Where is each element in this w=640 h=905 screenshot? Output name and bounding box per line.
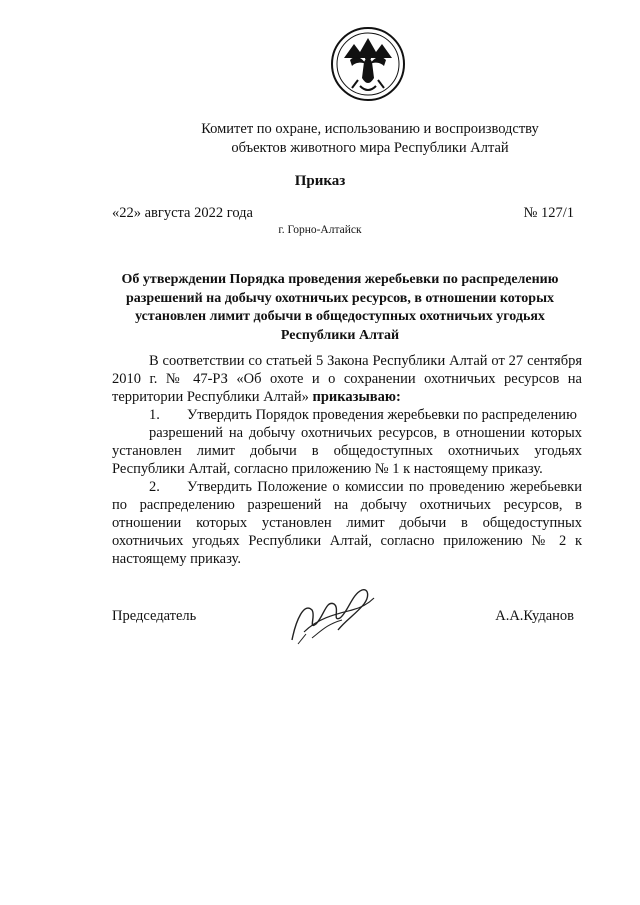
title-line-4: Республики Алтай	[280, 327, 400, 343]
signer-role: Председатель	[112, 608, 197, 624]
document-body	[112, 352, 582, 568]
document-type: Приказ	[294, 173, 346, 189]
committee-line-2: объектов животного мира Республики Алтай	[231, 140, 509, 156]
document-date: «22» августа 2022 года	[112, 205, 253, 221]
title-line-2: разрешений на добычу охотничьих ресурсов, в отношении которых	[126, 290, 554, 306]
signature-icon	[282, 580, 382, 650]
item-2-text: Утвердить Положение о комиссии по проведению жеребьевки по распределению разрешений на добычу охотничьих ресурсов, в отношении которых установлен лимит добычи в общедоступных охотничьих угодьях Республики Алтай, согласно приложению № 2 к настоящему приказу.	[112, 479, 582, 567]
item-1-rest: разрешений на добычу охотничьих ресурсов, в отношении которых установлен лимит добычи в общедоступных охотничьих угодьях Республики Алтай, согласно приложению № 1 к настоящему приказу.	[112, 425, 582, 477]
document-title	[100, 271, 580, 345]
intro-text: В соответствии со статьей 5 Закона Республики Алтай от 27 сентября 2010 г. № 47-РЗ «Об охоте и о сохранении охотничьих ресурсов на территории Республики Алтай»	[112, 353, 582, 405]
item-1-first-line	[112, 406, 582, 424]
title-line-3: установлен лимит добычи в общедоступных охотничьих угодьях	[135, 309, 545, 324]
title-line-1: Об утверждении Порядка проведения жеребьевки по распределению	[121, 272, 559, 287]
committee-line-1: Комитет по охране, использованию и воспроизводству	[201, 121, 539, 137]
item-1-number: 1.	[149, 407, 160, 423]
committee-name	[140, 120, 600, 158]
document-city: г. Горно-Алтайск	[278, 224, 362, 236]
signer-name: А.А.Куданов	[495, 608, 574, 624]
item-1-first-text: Утвердить Порядок проведения жеребьевки по распределению	[187, 407, 577, 423]
intro-paragraph	[112, 352, 582, 406]
coat-of-arms-icon	[330, 24, 406, 104]
item-2-number: 2.	[149, 479, 160, 495]
intro-bold: приказываю:	[312, 389, 401, 405]
document-number: № 127/1	[523, 205, 574, 221]
item-2-paragraph	[112, 478, 582, 568]
